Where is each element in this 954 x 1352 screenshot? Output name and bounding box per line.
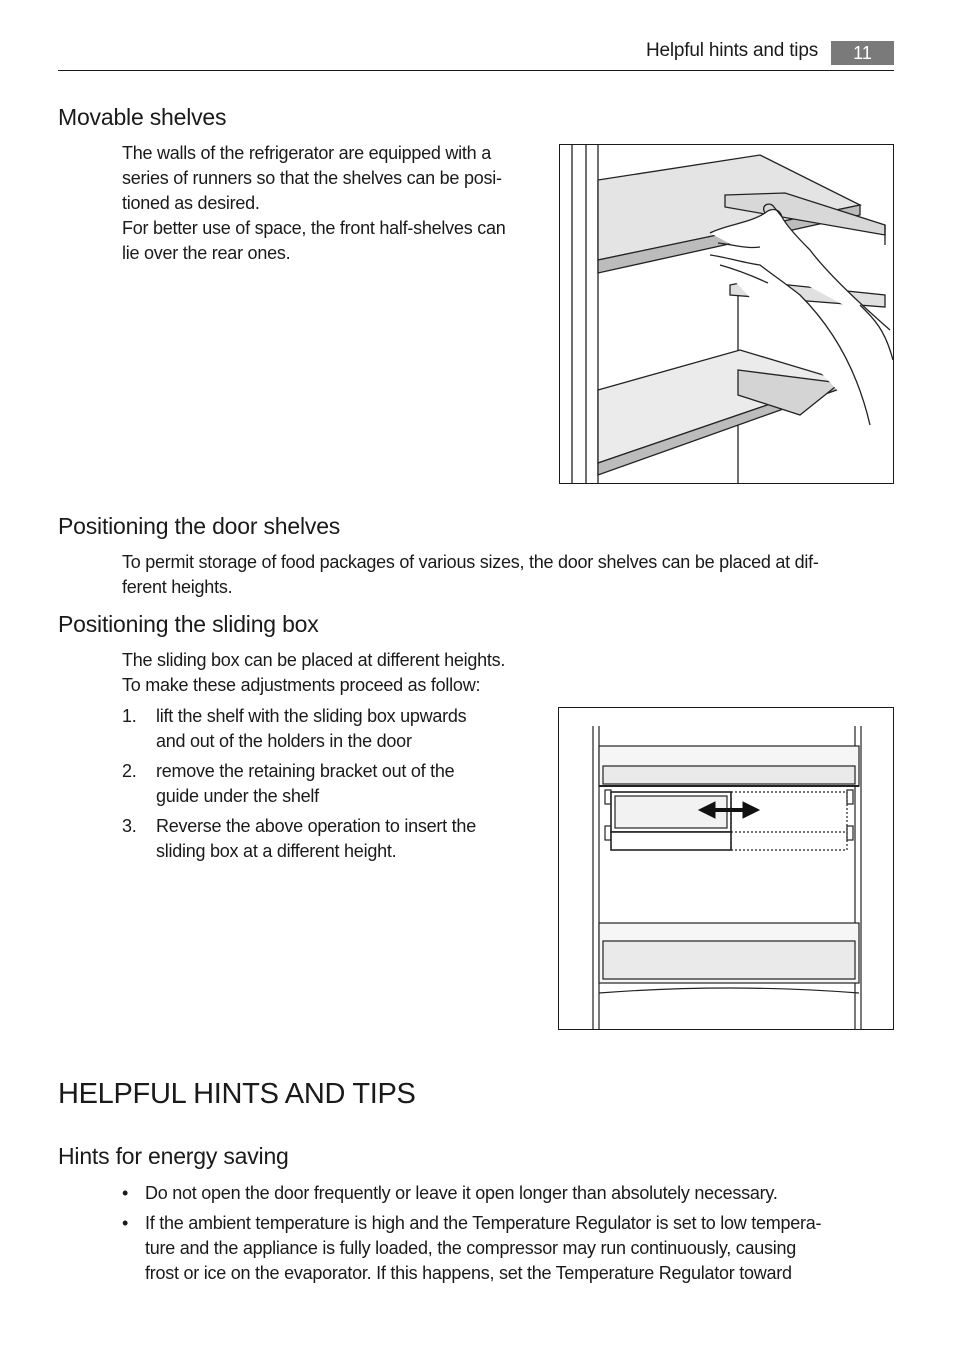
energy-saving-bullets	[122, 1181, 902, 1291]
movable-shelves-figure	[559, 144, 894, 484]
movable-shelves-paragraph-1	[122, 141, 552, 266]
movable-shelves-heading: Movable shelves	[58, 104, 227, 130]
text-line: If the ambient temperature is high and the Temperature Regulator is set to low tempera-	[145, 1213, 822, 1233]
text-line: To make these adjustments proceed as follow:	[122, 675, 481, 695]
text-line: and out of the holders in the door	[156, 731, 412, 751]
text-line: The sliding box can be placed at different heights.	[122, 650, 506, 670]
text-line: guide under the shelf	[156, 786, 319, 806]
sliding-box-intro	[122, 648, 552, 698]
header-divider	[58, 70, 894, 71]
list-item	[122, 1211, 902, 1286]
text-line: For better use of space, the front half-shelves can	[122, 218, 506, 238]
list-item	[122, 814, 522, 864]
text-line: To permit storage of food packages of various sizes, the door shelves can be placed at dif-	[122, 552, 819, 572]
text-line: ferent heights.	[122, 577, 233, 597]
energy-saving-heading: Hints for energy saving	[58, 1143, 289, 1169]
text-line: The walls of the refrigerator are equipped with a	[122, 143, 491, 163]
bullet-symbol: •	[122, 1183, 129, 1203]
list-item	[122, 759, 522, 809]
text-line: series of runners so that the shelves can be posi-	[122, 168, 502, 188]
bullet-symbol: •	[122, 1213, 129, 1233]
text-line: frost or ice on the evaporator. If this happens, set the Temperature Regulator toward	[145, 1263, 792, 1283]
list-item	[122, 704, 522, 754]
text-line: Do not open the door frequently or leave it open longer than absolutely necessary.	[145, 1183, 778, 1203]
text-line: tioned as desired.	[122, 193, 260, 213]
text-line: lift the shelf with the sliding box upwards	[156, 706, 467, 726]
page-number-badge: 11	[831, 41, 894, 65]
text-line: ture and the appliance is fully loaded, the compressor may run continuously, causing	[145, 1238, 797, 1258]
door-shelves-heading: Positioning the door shelves	[58, 513, 341, 539]
hand-moving-shelf-illustration	[560, 145, 893, 483]
sliding-box-heading: Positioning the sliding box	[58, 611, 319, 637]
step-number: 2.	[122, 761, 137, 781]
text-line: sliding box at a different height.	[156, 841, 397, 861]
text-line: lie over the rear ones.	[122, 243, 291, 263]
sliding-box-arrow-illustration	[559, 708, 893, 1029]
door-shelves-paragraph	[122, 550, 912, 600]
list-item	[122, 1181, 902, 1206]
step-number: 1.	[122, 706, 137, 726]
step-number: 3.	[122, 816, 137, 836]
chapter-heading: HELPFUL HINTS AND TIPS	[58, 1078, 416, 1110]
sliding-box-figure	[558, 707, 894, 1030]
text-line: remove the retaining bracket out of the	[156, 761, 455, 781]
sliding-box-steps	[122, 704, 522, 869]
text-line: Reverse the above operation to insert the	[156, 816, 476, 836]
running-header-title: Helpful hints and tips	[646, 40, 818, 61]
